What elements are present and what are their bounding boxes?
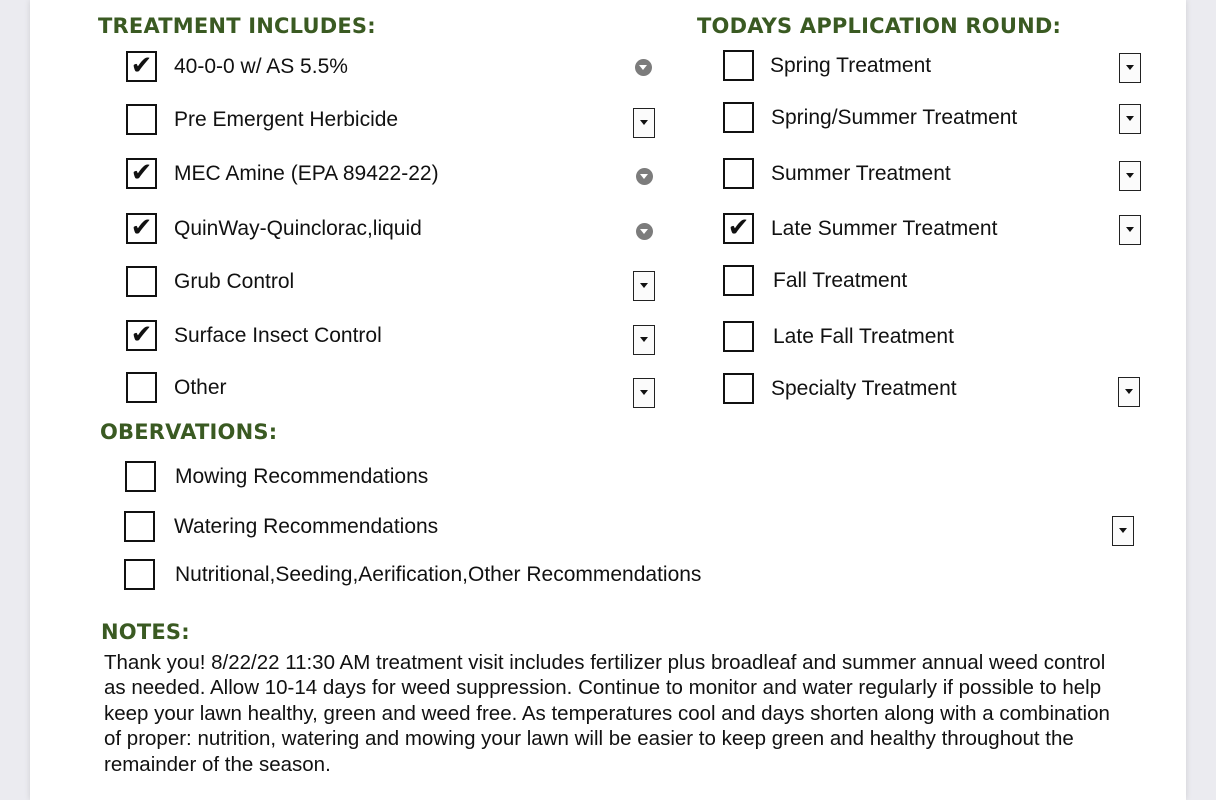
round-label: Summer Treatment bbox=[771, 162, 951, 185]
round-checkbox[interactable] bbox=[723, 373, 754, 404]
treatment-checkbox[interactable] bbox=[126, 158, 157, 189]
treatment-label: Surface Insect Control bbox=[174, 324, 382, 347]
round-label: Late Fall Treatment bbox=[773, 325, 954, 348]
round-label: Fall Treatment bbox=[773, 269, 908, 292]
observations-heading: OBERVATIONS: bbox=[100, 420, 278, 444]
round-label: Specialty Treatment bbox=[771, 377, 957, 400]
notes-heading: NOTES: bbox=[101, 620, 190, 644]
chevron-down-icon[interactable] bbox=[636, 223, 653, 240]
treatment-checkbox[interactable] bbox=[126, 320, 157, 351]
dropdown-arrow-icon[interactable] bbox=[633, 325, 655, 355]
round-checkbox[interactable] bbox=[723, 102, 754, 133]
application-round-heading: TODAYS APPLICATION ROUND: bbox=[697, 14, 1062, 38]
observation-label: Nutritional,Seeding,Aerification,Other Recommendations bbox=[175, 563, 702, 586]
dropdown-arrow-icon[interactable] bbox=[1119, 104, 1141, 134]
dropdown-arrow-icon[interactable] bbox=[633, 378, 655, 408]
treatment-checkbox[interactable] bbox=[126, 266, 157, 297]
observation-label: Mowing Recommendations bbox=[175, 465, 429, 488]
dropdown-arrow-icon[interactable] bbox=[1119, 161, 1141, 191]
treatment-checkbox[interactable] bbox=[126, 51, 157, 82]
treatment-label: Grub Control bbox=[174, 270, 295, 293]
notes-text: Thank you! 8/22/22 11:30 AM treatment visit includes fertilizer plus broadleaf and summer annual weed control as needed. Allow 10-14 days for weed suppression. Continue to monitor and water regularly if possible to help keep your lawn healthy, green and weed free. As temperatures cool and days shorten along with a combination of proper: nutrition, watering and mowing your lawn will be easier to keep green and healthy throughout the remainder of the season. bbox=[104, 651, 1110, 776]
observation-label: Watering Recommendations bbox=[174, 515, 439, 538]
checkmark-icon: ✔ bbox=[130, 158, 153, 188]
treatment-label: QuinWay-Quinclorac,liquid bbox=[174, 217, 422, 240]
treatment-checkbox[interactable] bbox=[126, 104, 157, 135]
treatment-label: Other bbox=[174, 376, 227, 399]
dropdown-arrow-icon[interactable] bbox=[633, 271, 655, 301]
dropdown-arrow-icon[interactable] bbox=[1119, 215, 1141, 245]
dropdown-arrow-icon[interactable] bbox=[1118, 377, 1140, 407]
checkmark-icon: ✔ bbox=[727, 213, 750, 243]
round-checkbox[interactable] bbox=[723, 265, 754, 296]
dropdown-arrow-icon[interactable] bbox=[1119, 53, 1141, 83]
observation-checkbox[interactable] bbox=[124, 511, 155, 542]
round-checkbox[interactable] bbox=[723, 158, 754, 189]
checkmark-icon: ✔ bbox=[130, 51, 153, 81]
treatment-checkbox[interactable] bbox=[126, 372, 157, 403]
form-page bbox=[30, 0, 1186, 800]
round-label: Spring Treatment bbox=[770, 54, 932, 77]
checkmark-icon: ✔ bbox=[130, 320, 153, 350]
round-checkbox[interactable] bbox=[723, 321, 754, 352]
treatment-label: Pre Emergent Herbicide bbox=[174, 108, 399, 131]
checkmark-icon: ✔ bbox=[130, 213, 153, 243]
chevron-down-icon[interactable] bbox=[636, 168, 653, 185]
dropdown-arrow-icon[interactable] bbox=[633, 108, 655, 138]
round-checkbox[interactable] bbox=[723, 50, 754, 81]
treatment-includes-heading: TREATMENT INCLUDES: bbox=[98, 14, 376, 38]
dropdown-arrow-icon[interactable] bbox=[1112, 516, 1134, 546]
observation-checkbox[interactable] bbox=[124, 559, 155, 590]
round-label: Spring/Summer Treatment bbox=[771, 106, 1018, 129]
treatment-label: MEC Amine (EPA 89422-22) bbox=[174, 162, 439, 185]
chevron-down-icon[interactable] bbox=[635, 59, 652, 76]
treatment-label: 40-0-0 w/ AS 5.5% bbox=[174, 55, 348, 78]
round-checkbox[interactable] bbox=[723, 213, 754, 244]
round-label: Late Summer Treatment bbox=[771, 217, 998, 240]
treatment-checkbox[interactable] bbox=[126, 213, 157, 244]
observation-checkbox[interactable] bbox=[125, 461, 156, 492]
